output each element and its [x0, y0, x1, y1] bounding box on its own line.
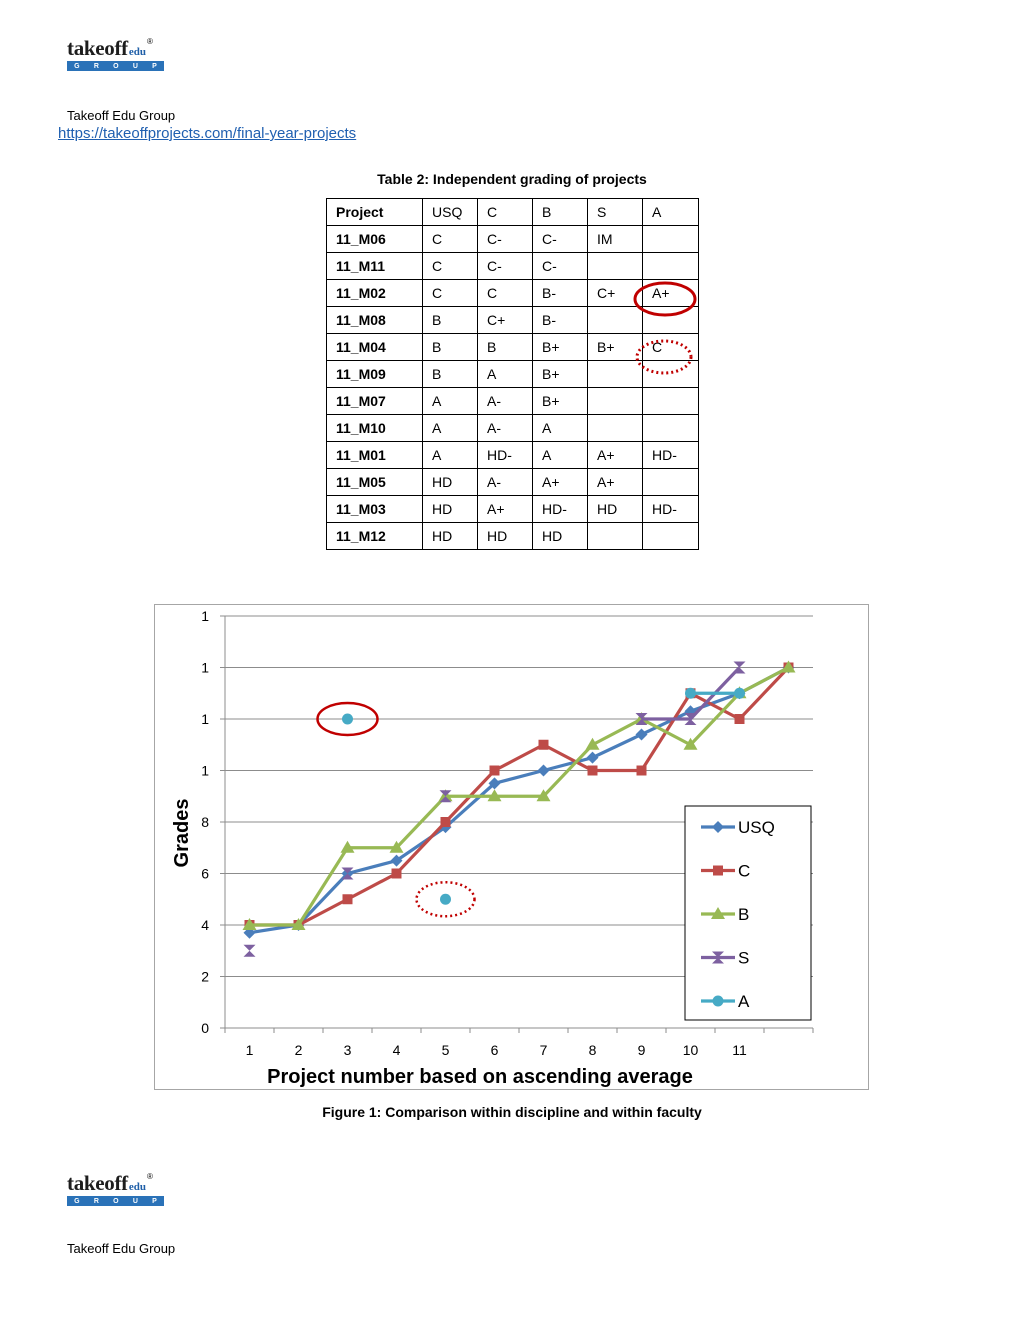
grade-cell: B [478, 334, 533, 361]
grade-cell: A- [478, 469, 533, 496]
table-row [327, 523, 699, 550]
logo-group-bar [67, 61, 164, 71]
y-tick-label: 6 [201, 865, 209, 882]
y-axis-title: Grades [171, 798, 193, 868]
table-row [327, 442, 699, 469]
x-tick-label: 10 [682, 1042, 699, 1058]
table-header-row [327, 199, 699, 226]
project-id-cell: 11_M09 [327, 361, 423, 388]
grade-cell: C- [478, 253, 533, 280]
grade-cell: B+ [533, 334, 588, 361]
data-point-a [342, 714, 353, 725]
grade-cell [643, 415, 699, 442]
y-tick-label: 2 [201, 968, 209, 985]
logo-letter: U [132, 1197, 138, 1205]
projects-link[interactable]: https://takeoffprojects.com/final-year-projects [58, 125, 357, 142]
x-axis-title: Project number based on ascending average [267, 1066, 693, 1088]
x-tick-label: 11 [732, 1042, 747, 1058]
grades-chart [155, 605, 868, 1089]
data-point-c [343, 894, 353, 904]
grade-cell: C+ [588, 280, 643, 307]
data-point-usq [636, 728, 648, 740]
project-id-cell: 11_M07 [327, 388, 423, 415]
grade-cell: A+ [643, 280, 699, 307]
grade-cell: B [423, 361, 478, 388]
data-point-a [685, 688, 696, 699]
grade-cell: C [478, 280, 533, 307]
grade-cell [588, 415, 643, 442]
grade-cell: A [423, 442, 478, 469]
data-point-c [637, 766, 647, 776]
company-name: Takeoff Edu Group [67, 108, 176, 123]
figure-caption: Figure 1: Comparison within discipline and within faculty [322, 1104, 702, 1120]
data-point-c [588, 766, 598, 776]
x-tick-label: 9 [637, 1042, 646, 1058]
table-row [327, 469, 699, 496]
table-row [327, 496, 699, 523]
table-row [327, 253, 699, 280]
solid-highlight-circle [635, 283, 695, 315]
company-logo [67, 38, 167, 71]
grade-cell: HD [423, 523, 478, 550]
x-tick-label: 2 [294, 1042, 303, 1058]
data-point-c [735, 714, 745, 724]
grade-cell: A+ [478, 496, 533, 523]
data-point-a [440, 894, 451, 905]
table-annotations [630, 280, 710, 380]
project-id-cell: 11_M11 [327, 253, 423, 280]
grade-cell: A+ [588, 442, 643, 469]
grade-cell: HD [478, 523, 533, 550]
logo-letter: R [93, 62, 99, 70]
legend-label-b: B [738, 905, 750, 924]
table-header-cell: A [643, 199, 699, 226]
grade-cell [643, 469, 699, 496]
grade-cell: C+ [478, 307, 533, 334]
table-header-cell: S [588, 199, 643, 226]
data-point-c [441, 817, 451, 827]
x-tick-label: 7 [539, 1042, 548, 1058]
logo-letter: O [113, 62, 119, 70]
y-tick-label: 1 [201, 711, 209, 727]
grade-cell: A [423, 415, 478, 442]
grade-cell: B+ [533, 388, 588, 415]
grade-cell: HD [588, 496, 643, 523]
x-tick-label: 5 [441, 1042, 450, 1058]
table-header-cell: B [533, 199, 588, 226]
logo-edu: edu [128, 1181, 147, 1193]
x-tick-label: 1 [245, 1042, 254, 1058]
project-id-cell: 11_M08 [327, 307, 423, 334]
logo-letter: P [152, 62, 157, 70]
grade-cell: IM [588, 226, 643, 253]
grade-cell [643, 253, 699, 280]
logo-registered: ® [147, 37, 153, 46]
grade-cell: C- [478, 226, 533, 253]
project-id-cell: 11_M03 [327, 496, 423, 523]
grade-cell: A- [478, 388, 533, 415]
project-id-cell: 11_M05 [327, 469, 423, 496]
legend-marker-a [713, 996, 724, 1007]
grade-cell: HD- [533, 496, 588, 523]
y-tick-label: 8 [201, 814, 209, 830]
grade-cell [588, 523, 643, 550]
y-tick-label: 1 [201, 608, 209, 624]
logo-letter: G [74, 62, 80, 70]
grade-cell: A [533, 415, 588, 442]
logo-wordmark: takeoff [67, 1171, 128, 1195]
logo-letter: O [113, 1197, 119, 1205]
y-tick-label: 4 [201, 917, 209, 933]
grade-cell: C [423, 280, 478, 307]
grade-cell: B+ [533, 361, 588, 388]
project-id-cell: 11_M12 [327, 523, 423, 550]
legend-label-usq: USQ [738, 818, 775, 837]
data-point-c [539, 740, 549, 750]
table-caption: Table 2: Independent grading of projects [377, 171, 647, 187]
data-point-usq [587, 752, 599, 764]
data-point-usq [538, 765, 550, 777]
grade-cell: B+ [588, 334, 643, 361]
y-tick-label: 0 [201, 1020, 209, 1036]
grade-cell [643, 388, 699, 415]
project-id-cell: 11_M04 [327, 334, 423, 361]
project-id-cell: 11_M02 [327, 280, 423, 307]
y-tick-label: 1 [201, 659, 209, 676]
data-point-c [392, 869, 402, 879]
table-header-cell: USQ [423, 199, 478, 226]
data-point-c [490, 766, 500, 776]
legend-label-c: C [738, 861, 751, 881]
table-header-cell: C [478, 199, 533, 226]
logo-group-bar [67, 1196, 164, 1206]
grade-cell: HD- [643, 442, 699, 469]
grade-cell: B- [533, 280, 588, 307]
x-tick-label: 3 [343, 1042, 352, 1058]
grade-cell: A+ [588, 469, 643, 496]
logo-registered: ® [147, 1172, 153, 1181]
legend-label-a: A [738, 992, 750, 1011]
footer-company-name: Takeoff Edu Group [67, 1241, 176, 1256]
logo-wordmark: takeoff [67, 36, 128, 60]
grade-cell [588, 253, 643, 280]
project-id-cell: 11_M01 [327, 442, 423, 469]
grade-cell: C [423, 253, 478, 280]
grade-cell [643, 226, 699, 253]
project-id-cell: 11_M10 [327, 415, 423, 442]
grade-cell: A [478, 361, 533, 388]
data-point-a [734, 688, 745, 699]
grade-cell: HD- [643, 496, 699, 523]
grade-cell [643, 523, 699, 550]
grade-cell: A- [478, 415, 533, 442]
grade-cell: HD- [478, 442, 533, 469]
grade-cell: A [423, 388, 478, 415]
grade-cell: C [423, 226, 478, 253]
logo-letter: G [74, 1197, 80, 1205]
logo-letter: R [93, 1197, 99, 1205]
grade-cell: C- [533, 253, 588, 280]
logo-letter: P [152, 1197, 157, 1205]
x-tick-label: 4 [392, 1042, 401, 1058]
grade-cell: C [643, 334, 699, 361]
x-tick-label: 8 [588, 1042, 597, 1058]
grade-cell: A+ [533, 469, 588, 496]
table-row [327, 226, 699, 253]
grade-cell: B [423, 307, 478, 334]
project-id-cell: 11_M06 [327, 226, 423, 253]
table-row [327, 388, 699, 415]
grade-cell: HD [533, 523, 588, 550]
x-tick-label: 6 [490, 1042, 499, 1058]
legend-marker-c [713, 866, 723, 876]
footer-logo [67, 1173, 167, 1206]
logo-edu: edu [128, 46, 147, 58]
grade-cell: HD [423, 469, 478, 496]
grade-cell [588, 388, 643, 415]
chart-frame [154, 604, 869, 1090]
table-header-cell: Project [327, 199, 423, 226]
grade-cell: HD [423, 496, 478, 523]
table-row [327, 415, 699, 442]
y-tick-label: 1 [201, 762, 209, 779]
dotted-highlight-circle [637, 341, 691, 373]
grade-cell: C- [533, 226, 588, 253]
grade-cell: A [533, 442, 588, 469]
grade-cell: B [423, 334, 478, 361]
grade-cell: B- [533, 307, 588, 334]
logo-letter: U [132, 62, 138, 70]
legend-label-s: S [738, 948, 750, 968]
data-point-s [244, 945, 256, 957]
